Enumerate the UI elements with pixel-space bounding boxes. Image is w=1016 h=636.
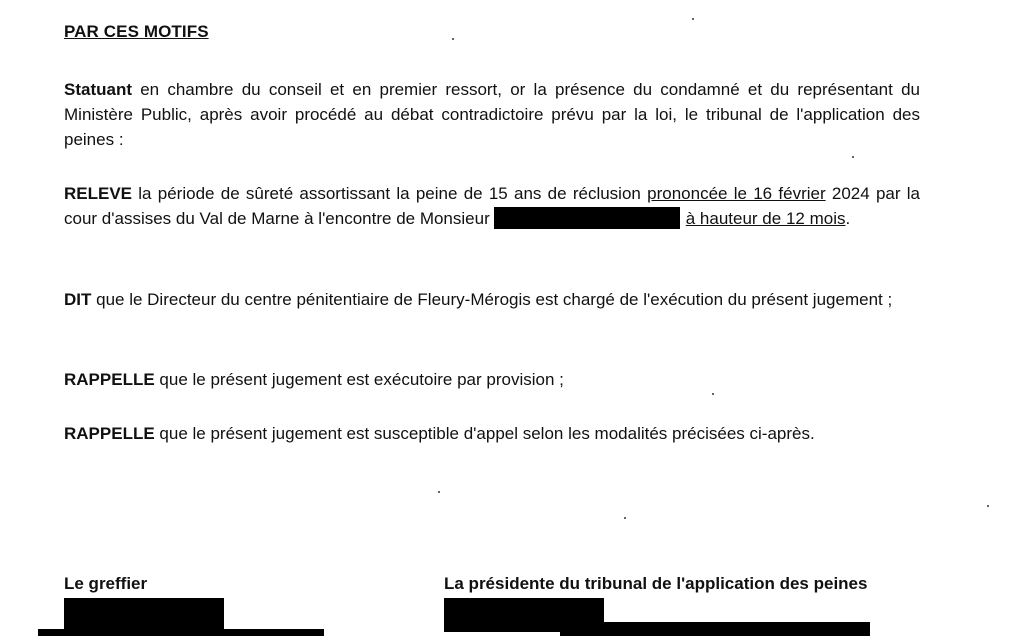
paragraph-text: la période de sûreté assortissant la peine de 15 ans de réclusion (132, 184, 648, 203)
paragraph-releve (64, 181, 920, 231)
underlined-text: à hauteur de 12 mois (685, 209, 846, 228)
redaction-bar (494, 207, 680, 229)
paragraph-text: . (845, 209, 851, 228)
scan-speck (987, 505, 989, 507)
signature-label-greffier: Le greffier (64, 574, 148, 593)
paragraph-lead: RAPPELLE (64, 370, 155, 389)
paragraph-lead: RELEVE (64, 184, 133, 203)
redaction-block (38, 629, 324, 636)
paragraph-lead: DIT (64, 290, 92, 309)
redaction-block (560, 622, 870, 636)
paragraph-statuant (64, 77, 920, 152)
scan-speck (692, 18, 694, 20)
paragraph-lead: Statuant (64, 80, 132, 99)
redaction-block (64, 598, 224, 632)
scan-speck (852, 156, 854, 158)
paragraph-text: en chambre du conseil et en premier ressort, or la présence du condamné et du représentant du Ministère Public, après avoir procédé au débat contradictoire prévu par la loi, le tribunal de l'application des peines : (64, 80, 920, 149)
scan-speck (712, 393, 714, 395)
underlined-text: prononcée le 16 février (647, 184, 826, 203)
scan-speck (438, 491, 440, 493)
paragraph-text: que le présent jugement est susceptible d'appel selon les modalités précisées ci-après. (154, 424, 815, 443)
paragraph-lead: RAPPELLE (64, 424, 155, 443)
scan-speck (452, 38, 454, 40)
paragraph-rappelle-1 (64, 367, 920, 392)
paragraph-text: 2024 par la cour d'assises du Val de Marne à l'encontre de Monsieur (64, 184, 921, 228)
paragraph-text: que le présent jugement est exécutoire par provision ; (154, 370, 564, 389)
paragraph-rappelle-2 (64, 421, 920, 446)
signature-label-presidente: La présidente du tribunal de l'application des peines (444, 574, 868, 593)
scan-speck (624, 517, 626, 519)
section-heading: PAR CES MOTIFS (64, 22, 209, 41)
paragraph-text: que le Directeur du centre pénitentiaire de Fleury-Mérogis est chargé de l'exécution du présent jugement ; (91, 290, 893, 309)
paragraph-dit (64, 287, 920, 312)
